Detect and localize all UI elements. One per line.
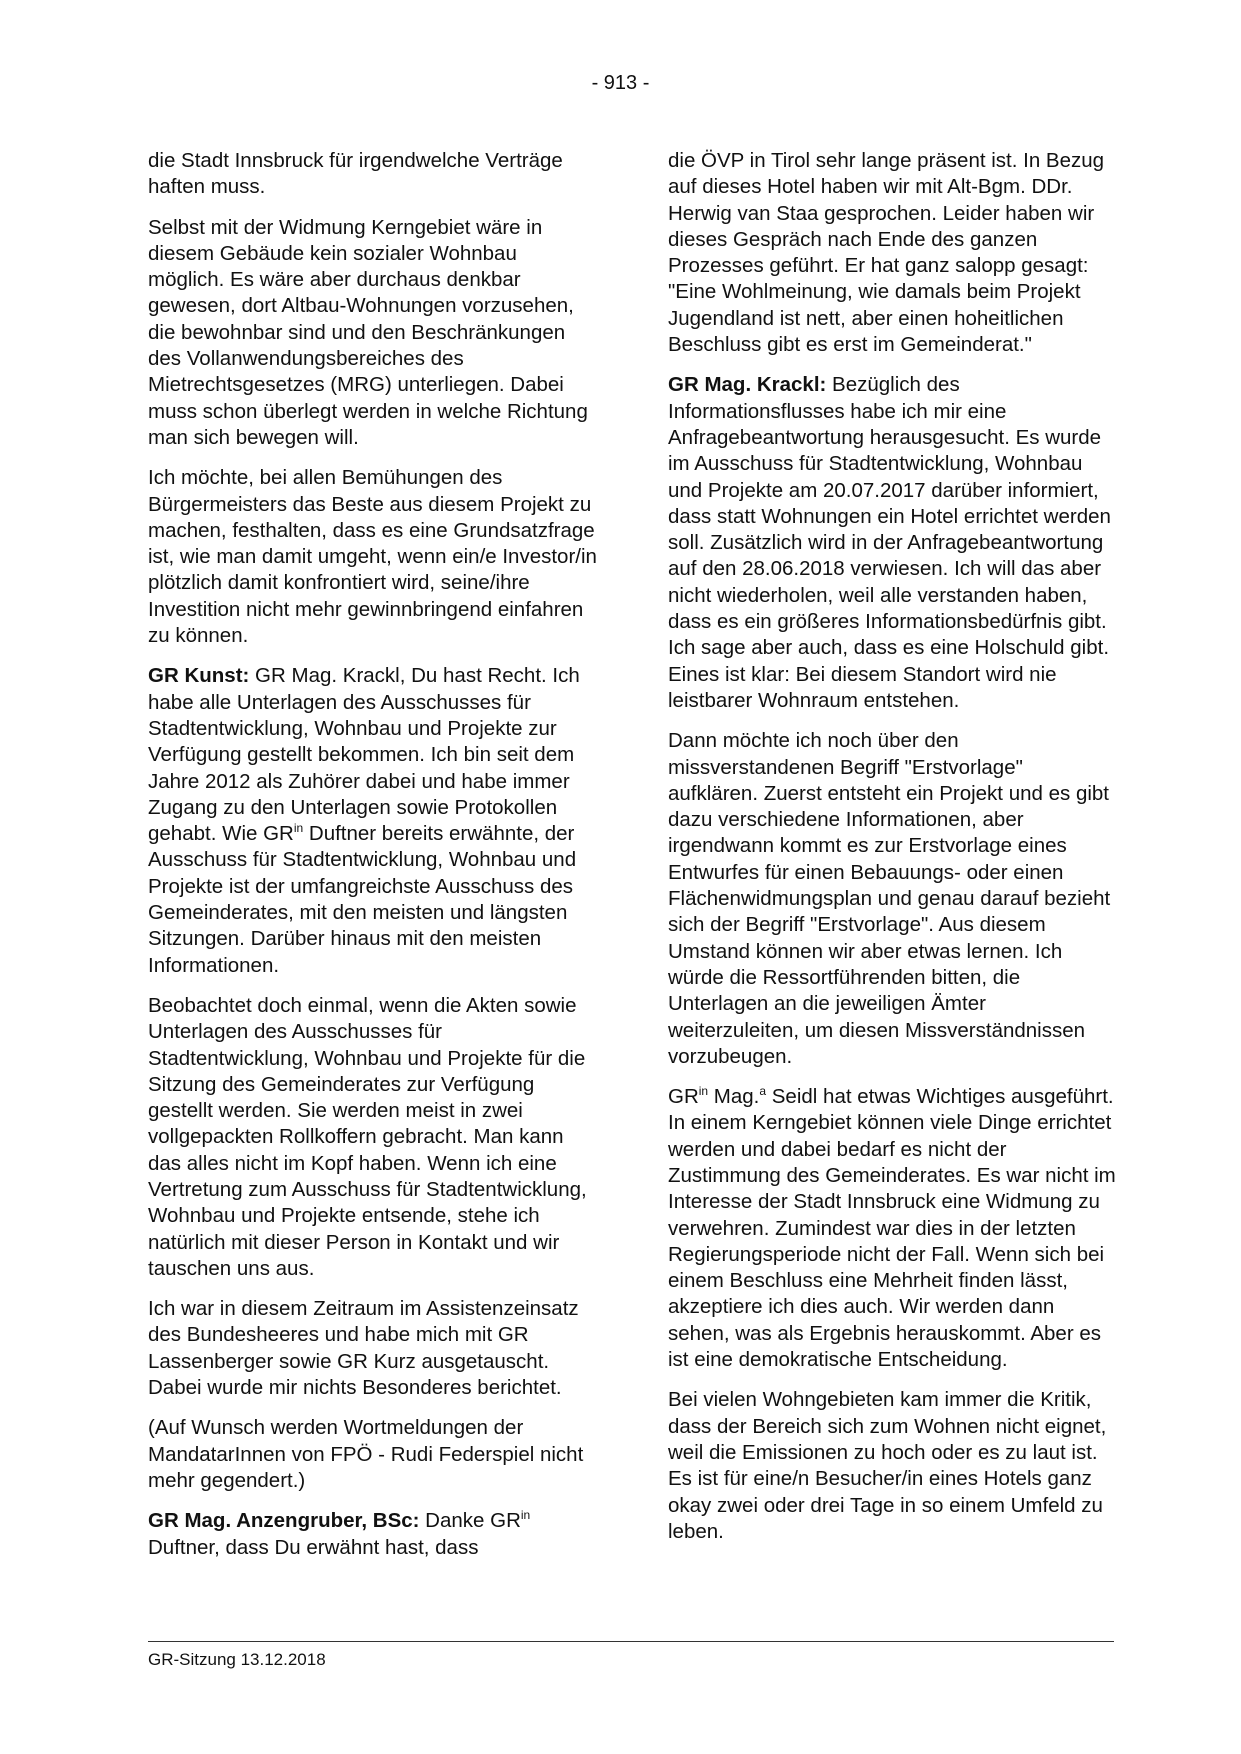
paragraph: Dann möchte ich noch über den missverstandenen Begriff "Erstvorlage" aufklären. Zuerst entsteht ein Projekt und es gibt dazu verschiedene Informationen, aber irgendwann kommt es zur Erstvorlage eines Entwurfes für einen Bebauungs- oder einen Flächenwidmungsplan und genau darauf bezieht sich der Begriff "Erstvorlage". Aus diesem Umstand können wir aber etwas lernen. Ich würde die Ressortführenden bitten, die Unterlagen an die jeweiligen Ämter weiterzuleiten, um diesen Missverständnissen vorzubeugen. xyxy=(668,729,1111,1068)
paragraph-speaker-kunst xyxy=(148,663,598,979)
speech-text: Duftner bereits erwähnte, der Ausschuss für Stadtentwicklung, Wohnbau und Projekte ist der umfangreichste Ausschuss des Gemeinderates, mit den meisten und längsten Sitzungen. Darüber hinaus mit den meisten Informationen. xyxy=(148,822,577,977)
speaker-name: GR Mag. Krackl: xyxy=(668,373,827,397)
page-number: - 913 - xyxy=(591,72,650,94)
footer-divider xyxy=(148,1641,1114,1642)
speech-text: Bezüglich des Informationsflusses habe ich mir eine Anfragebeantwortung herausgesucht. Es wurde im Ausschuss für Stadtentwicklung, Wohnbau und Projekte am 20.07.2017 darüber informiert, dass statt Wohnungen ein Hotel errichtet werden soll. Zusätzlich wird in der Anfragebeantwortung auf den 28.06.2018 verwiesen. Ich will das aber nicht wiederholen, weil alle verstanden haben, dass es ein größeres Informationsbedürfnis gibt. Ich sage aber auch, dass es eine Holschuld gibt. Eines ist klar: Bei diesem Standort wird nie leistbarer Wohnraum entstehen. xyxy=(668,373,1111,712)
footer-session-label: GR-Sitzung 13.12.2018 xyxy=(148,1650,326,1669)
superscript: a xyxy=(759,1084,767,1099)
speech-text: Danke GR xyxy=(419,1509,521,1533)
paragraph-speaker-anzengruber xyxy=(148,1508,598,1561)
paragraph: die ÖVP in Tirol sehr lange präsent ist. In Bezug auf dieses Hotel haben wir mit Alt-Bgm. DDr. Herwig van Staa gesprochen. Leider haben wir dieses Gespräch nach Ende des ganzen Prozesses geführt. Er hat ganz salopp gesagt: "Eine Wohlmeinung, wie damals beim Projekt Jugendland ist nett, aber einen hoheitlichen Beschluss gibt es erst im Gemeinderat." xyxy=(668,149,1105,357)
paragraph: Ich möchte, bei allen Bemühungen des Bürgermeisters das Beste aus diesem Projekt zu machen, festhalten, dass es eine Grundsatzfrage ist, wie man damit umgeht, wenn ein/e Investor/in plötzlich damit konfrontiert wird, seine/ihre Investition nicht mehr gewinnbringend einfahren zu können. xyxy=(148,466,597,648)
left-column xyxy=(148,148,598,1575)
speech-text: Seidl hat etwas Wichtiges ausgeführt. In einem Kerngebiet können viele Dinge errichtet werden und dabei bedarf es nicht der Zustimmung des Gemeinderates. Es war nicht im Interesse der Stadt Innsbruck eine Widmung zu verwehren. Zumindest war dies in der letzten Regierungsperiode nicht der Fall. Wenn sich bei einem Beschluss eine Mehrheit finden lässt, akzeptiere ich dies auch. Wir werden dann sehen, was als Ergebnis herauskommt. Aber es ist eine demokratische Entscheidung. xyxy=(668,1085,1116,1372)
speaker-name: GR Mag. Anzengruber, BSc: xyxy=(148,1509,420,1533)
paragraph: die Stadt Innsbruck für irgendwelche Verträge haften muss. xyxy=(148,149,563,199)
speech-text: GR Mag. Krackl, Du hast Recht. Ich habe alle Unterlagen des Ausschusses für Stadtentwicklung, Wohnbau und Projekte zur Verfügung gestellt bekommen. Ich bin seit dem Jahre 2012 als Zuhörer dabei und habe immer Zugang zu den Unterlagen sowie Protokollen gehabt. Wie GR xyxy=(148,664,580,846)
paragraph-speaker-krackl xyxy=(668,372,1118,714)
paragraph xyxy=(668,1084,1118,1373)
speech-text: Mag. xyxy=(708,1085,760,1109)
superscript: in xyxy=(698,1084,709,1099)
right-column xyxy=(668,148,1118,1559)
paragraph: Beobachtet doch einmal, wenn die Akten sowie Unterlagen des Ausschusses für Stadtentwicklung, Wohnbau und Projekte für die Sitzung des Gemeinderates zur Verfügung gestellt werden. Sie werden meist in zwei vollgepackten Rollkoffern gebracht. Man kann das alles nicht im Kopf haben. Wenn ich eine Vertretung zum Ausschuss für Stadtentwicklung, Wohnbau und Projekte entsende, stehe ich natürlich mit dieser Person in Kontakt und wir tauschen uns aus. xyxy=(148,993,587,1280)
paragraph: Ich war in diesem Zeitraum im Assistenzeinsatz des Bundesheeres und habe mich mit GR Lassenberger sowie GR Kurz ausgetauscht. Dabei wurde mir nichts Besonderes berichtet. xyxy=(148,1297,579,1400)
superscript: in xyxy=(520,1508,531,1523)
paragraph: Bei vielen Wohngebieten kam immer die Kritik, dass der Bereich sich zum Wohnen nicht eignet, weil die Emissionen zu hoch oder es zu laut ist. Es ist für eine/n Besucher/in eines Hotels ganz okay zwei oder drei Tage in so einem Umfeld zu leben. xyxy=(668,1388,1107,1543)
paragraph-note: (Auf Wunsch werden Wortmeldungen der MandatarInnen von FPÖ - Rudi Federspiel nicht mehr gegendert.) xyxy=(148,1416,584,1492)
speaker-name: GR Kunst: xyxy=(148,664,250,688)
speech-text: GR xyxy=(668,1085,699,1109)
speech-text: Duftner, dass Du erwähnt hast, dass xyxy=(148,1535,479,1559)
paragraph: Selbst mit der Widmung Kerngebiet wäre in diesem Gebäude kein sozialer Wohnbau möglich. Es wäre aber durchaus denkbar gewesen, dort Altbau-Wohnungen vorzusehen, die bewohnbar sind und den Beschränkungen des Vollanwendungsbereiches des Mietrechtsgesetzes (MRG) unterliegen. Dabei muss schon überlegt werden in welche Richtung man sich bewegen will. xyxy=(148,215,588,449)
superscript: in xyxy=(293,821,304,836)
